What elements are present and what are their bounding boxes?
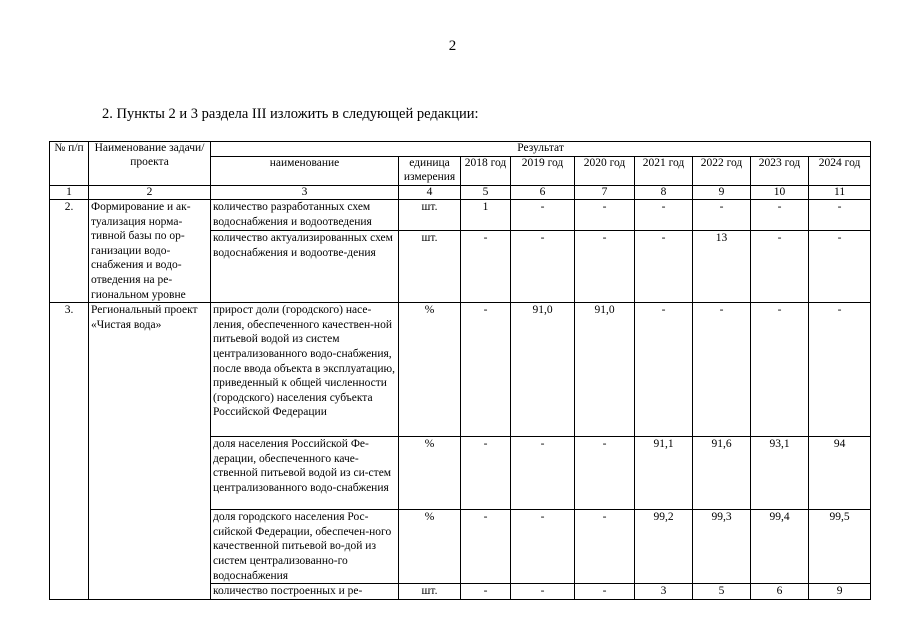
- task-name: Региональный проект «Чистая вода»: [89, 303, 211, 600]
- column-number: 1: [50, 186, 89, 200]
- column-number: 5: [461, 186, 511, 200]
- value-cell: 3: [635, 584, 693, 600]
- value-cell: 9: [809, 584, 871, 600]
- unit: %: [399, 303, 461, 437]
- indicator-name: количество построенных и ре-: [211, 584, 399, 600]
- results-table: [49, 141, 871, 600]
- value-cell: -: [693, 303, 751, 437]
- value-cell: -: [511, 231, 575, 303]
- value-cell: -: [511, 510, 575, 584]
- value-cell: 91,1: [635, 437, 693, 510]
- indicator-name: доля городского населения Рос-сийской Федерации, обеспечен-ного качественной питьевой во-дой из систем централизованно-го водоснабжения: [211, 510, 399, 584]
- row-number: 3.: [50, 303, 89, 600]
- value-cell: 99,3: [693, 510, 751, 584]
- task-name: Формирование и ак-туализация норма-тивной базы по ор-ганизации водо-снабжения и водо-отведения на ре-гиональном уровне: [89, 200, 211, 303]
- header-year: 2019 год: [511, 157, 575, 186]
- indicator-name: количество актуализированных схем водоснабжения и водоотве-дения: [211, 231, 399, 303]
- column-number: 9: [693, 186, 751, 200]
- header-task: Наименование задачи/проекта: [89, 142, 211, 186]
- unit: шт.: [399, 231, 461, 303]
- value-cell: -: [575, 437, 635, 510]
- indicator-name: прирост доли (городского) насе-ления, обеспеченного качествен-ной питьевой водой из систем централизованного водо-снабжения, после ввода объекта в эксплуатацию, приведенный к общей численности (городского) населения субъекта Российской Федерации: [211, 303, 399, 437]
- value-cell: -: [635, 200, 693, 231]
- value-cell: 6: [751, 584, 809, 600]
- column-number: 3: [211, 186, 399, 200]
- column-number: 8: [635, 186, 693, 200]
- column-number: 6: [511, 186, 575, 200]
- header-num: № п/п: [50, 142, 89, 186]
- value-cell: -: [575, 510, 635, 584]
- value-cell: 93,1: [751, 437, 809, 510]
- unit: %: [399, 437, 461, 510]
- value-cell: -: [461, 584, 511, 600]
- value-cell: -: [461, 303, 511, 437]
- value-cell: 5: [693, 584, 751, 600]
- value-cell: -: [575, 584, 635, 600]
- indicator-name: доля населения Российской Фе-дерации, обеспеченного каче-ственной питьевой водой из си-стем централизованного водо-снабжения: [211, 437, 399, 510]
- value-cell: -: [575, 200, 635, 231]
- header-unit: единица измерения: [399, 157, 461, 186]
- header-result: Результат: [211, 142, 871, 157]
- value-cell: -: [693, 200, 751, 231]
- value-cell: -: [461, 231, 511, 303]
- value-cell: -: [461, 437, 511, 510]
- unit: шт.: [399, 584, 461, 600]
- value-cell: 99,2: [635, 510, 693, 584]
- unit: %: [399, 510, 461, 584]
- value-cell: -: [751, 200, 809, 231]
- value-cell: -: [511, 437, 575, 510]
- value-cell: -: [635, 303, 693, 437]
- value-cell: -: [511, 200, 575, 231]
- value-cell: -: [809, 231, 871, 303]
- header-year: 2021 год: [635, 157, 693, 186]
- value-cell: 91,0: [575, 303, 635, 437]
- value-cell: 91,6: [693, 437, 751, 510]
- page-number: 2: [448, 38, 457, 54]
- value-cell: -: [809, 200, 871, 231]
- header-year: 2024 год: [809, 157, 871, 186]
- column-number: 2: [89, 186, 211, 200]
- value-cell: 99,4: [751, 510, 809, 584]
- header-year: 2018 год: [461, 157, 511, 186]
- column-number: 4: [399, 186, 461, 200]
- value-cell: 91,0: [511, 303, 575, 437]
- table-row: [50, 303, 871, 437]
- value-cell: -: [635, 231, 693, 303]
- value-cell: -: [575, 231, 635, 303]
- value-cell: 1: [461, 200, 511, 231]
- column-number: 10: [751, 186, 809, 200]
- header-name: наименование: [211, 157, 399, 186]
- value-cell: -: [809, 303, 871, 437]
- header-year: 2022 год: [693, 157, 751, 186]
- value-cell: -: [461, 510, 511, 584]
- value-cell: 94: [809, 437, 871, 510]
- header-year: 2020 год: [575, 157, 635, 186]
- row-number: 2.: [50, 200, 89, 303]
- unit: шт.: [399, 200, 461, 231]
- value-cell: -: [751, 231, 809, 303]
- column-number: 11: [809, 186, 871, 200]
- indicator-name: количество разработанных схем водоснабжения и водоотведения: [211, 200, 399, 231]
- intro-paragraph: 2. Пункты 2 и 3 раздела III изложить в следующей редакции:: [102, 106, 479, 122]
- table-row: [50, 200, 871, 231]
- header-year: 2023 год: [751, 157, 809, 186]
- value-cell: 13: [693, 231, 751, 303]
- value-cell: 99,5: [809, 510, 871, 584]
- value-cell: -: [751, 303, 809, 437]
- column-number: 7: [575, 186, 635, 200]
- value-cell: -: [511, 584, 575, 600]
